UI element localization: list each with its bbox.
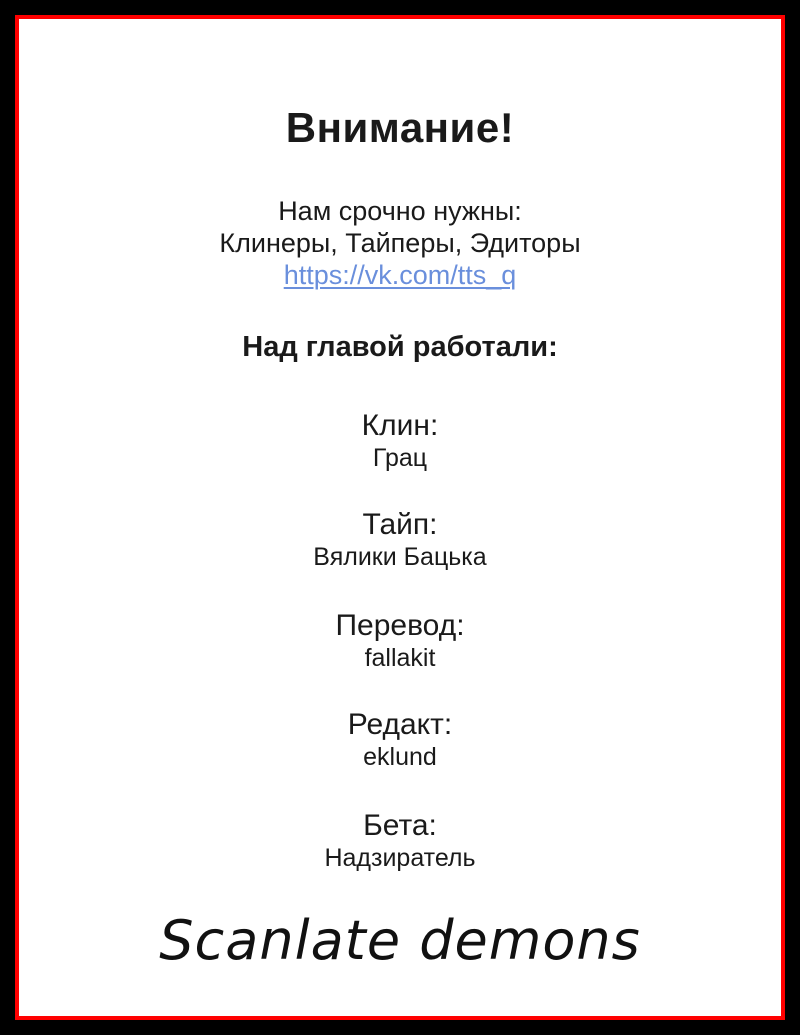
recruitment-intro: Нам срочно нужны:	[278, 196, 522, 226]
credit-entry-beta	[19, 809, 781, 873]
credit-entry-clean	[19, 409, 781, 473]
credit-entry-typeset	[19, 508, 781, 572]
credit-entry-translation	[19, 609, 781, 673]
credit-name: Вялики Бацька	[313, 543, 487, 571]
credit-role: Тайп:	[362, 508, 438, 541]
credit-role: Редакт:	[347, 708, 453, 741]
recruitment-block	[19, 195, 781, 291]
credit-name: Надзиратель	[324, 844, 476, 872]
credit-name: Грац	[372, 444, 428, 472]
recruitment-link[interactable]: https://vk.com/tts_q	[283, 260, 517, 290]
page-title: Внимание!	[285, 104, 515, 151]
credit-role: Клин:	[361, 409, 439, 442]
credit-role: Перевод:	[335, 609, 465, 642]
credits-heading: Над главой работали:	[242, 331, 558, 363]
credit-entry-editing	[19, 708, 781, 772]
credit-role: Бета:	[363, 809, 437, 842]
credit-name: eklund	[363, 743, 437, 771]
credit-name: fallakit	[364, 644, 436, 672]
recruitment-roles: Клинеры, Тайперы, Эдиторы	[219, 228, 581, 258]
credits-page	[19, 19, 781, 1016]
team-signature: Scanlate demons	[159, 909, 641, 972]
